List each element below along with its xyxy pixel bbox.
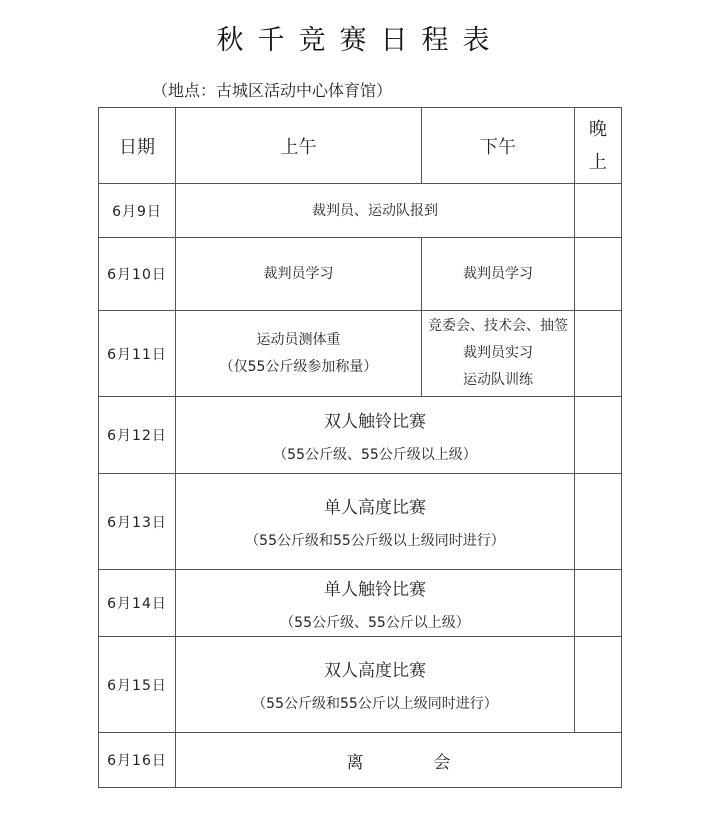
afternoon-cell: 裁判员学习 bbox=[463, 266, 533, 282]
date-cell: 6月13日 bbox=[107, 514, 167, 531]
header-evening-char-2: 上 bbox=[589, 151, 607, 173]
event-cell bbox=[176, 637, 574, 732]
date-cell: 6月12日 bbox=[107, 428, 167, 444]
event-char: 离 bbox=[346, 752, 364, 773]
date-cell: 6月15日 bbox=[107, 677, 167, 694]
header-afternoon: 下午 bbox=[480, 136, 516, 158]
morning-line: 运动员测体重 bbox=[256, 331, 341, 348]
morning-cell: 裁判员学习 bbox=[263, 266, 334, 282]
event-title: 双人触铃比赛 bbox=[324, 411, 426, 432]
date-cell: 6月11日 bbox=[107, 346, 167, 363]
event-cell: 裁判员、运动队报到 bbox=[312, 202, 438, 219]
event-detail: （55公斤级和55公斤级以上级同时进行） bbox=[245, 533, 505, 549]
table-border-bottom bbox=[98, 787, 622, 788]
header-morning: 上午 bbox=[280, 136, 317, 158]
afternoon-cell bbox=[422, 311, 574, 396]
event-cell bbox=[176, 733, 621, 787]
event-title: 单人触铃比赛 bbox=[324, 579, 426, 600]
date-cell: 6月10日 bbox=[107, 267, 167, 283]
date-cell: 6月16日 bbox=[107, 753, 167, 769]
event-detail: （55公斤级、55公斤以上级） bbox=[280, 614, 470, 631]
event-cell bbox=[176, 570, 574, 636]
header-evening-char-1: 晚 bbox=[589, 118, 607, 140]
morning-cell bbox=[176, 311, 421, 396]
event-cell bbox=[176, 397, 574, 473]
afternoon-line: 裁判员实习 bbox=[463, 345, 533, 361]
date-cell: 6月9日 bbox=[112, 203, 162, 220]
page-title: 秋千竞赛日程表 bbox=[216, 25, 504, 56]
afternoon-line: 运动队训练 bbox=[463, 372, 533, 388]
header-date: 日期 bbox=[119, 136, 155, 158]
date-cell: 6月14日 bbox=[107, 596, 167, 612]
event-detail: （55公斤级和55公斤以上级同时进行） bbox=[252, 696, 498, 712]
location-note: （地点：古城区活动中心体育馆） bbox=[152, 81, 393, 100]
event-detail: （55公斤级、55公斤级以上级） bbox=[273, 446, 477, 463]
event-title: 单人高度比赛 bbox=[324, 498, 426, 518]
evening-column-divider bbox=[574, 107, 575, 733]
event-char: 会 bbox=[433, 752, 451, 773]
morning-line: （仅55公斤级参加称量） bbox=[219, 358, 378, 375]
header-evening bbox=[575, 108, 621, 183]
event-cell bbox=[176, 474, 574, 569]
table-border-right bbox=[621, 107, 622, 788]
afternoon-line: 竞委会、技术会、抽签 bbox=[428, 318, 568, 334]
event-title: 双人高度比赛 bbox=[324, 661, 426, 681]
